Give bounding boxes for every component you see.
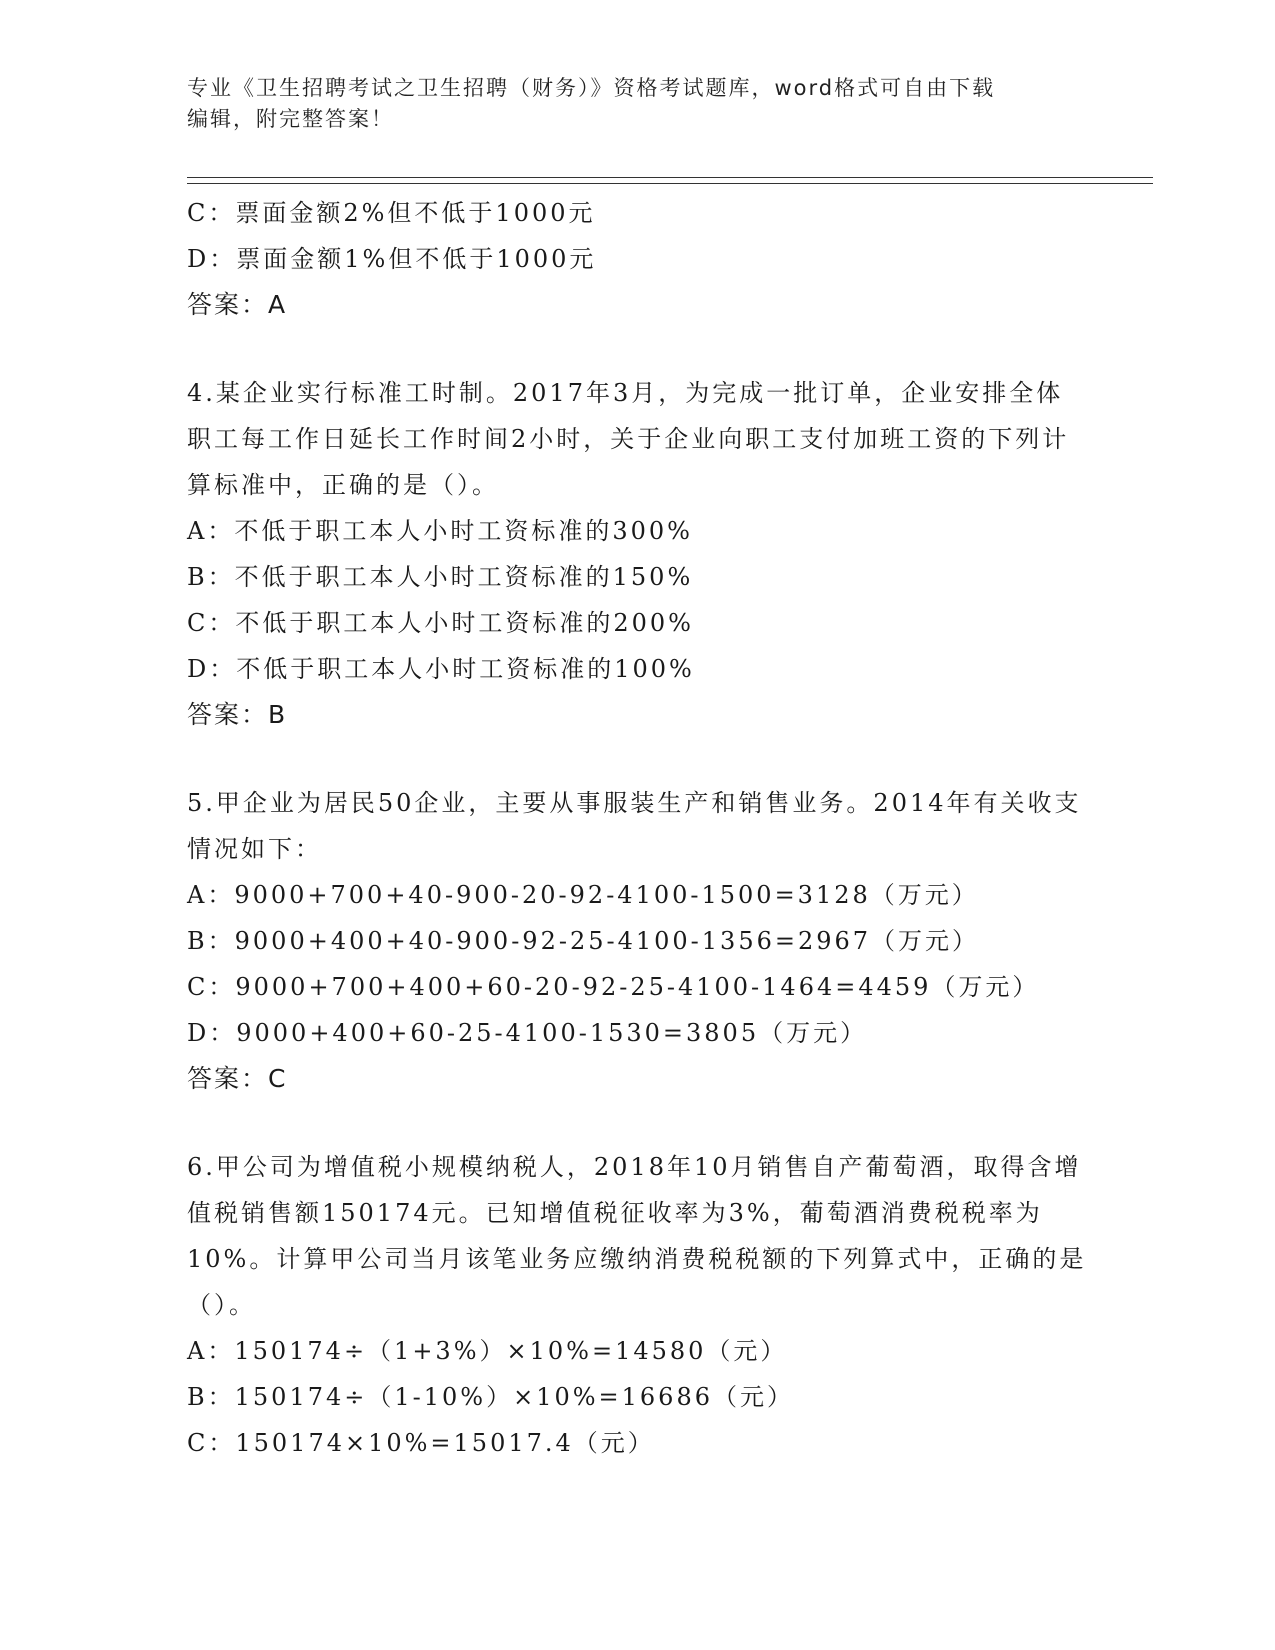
answer-label: 答案：C xyxy=(187,1064,288,1093)
header-title-line-2: 编辑，附完整答案！ xyxy=(187,107,394,131)
option-a: A：150174÷（1+3%）×10%=14580（元） xyxy=(187,1337,788,1365)
option-a: A：不低于职工本人小时工资标准的300% xyxy=(187,517,693,545)
option-a: A：9000+700+40-900-20-92-4100-1500=3128（万元） xyxy=(187,881,979,909)
option-b: B：150174÷（1-10%）×10%=16686（元） xyxy=(187,1383,794,1411)
option-d: D：票面金额1%但不低于1000元 xyxy=(187,245,597,273)
spacer xyxy=(187,1102,1087,1144)
answer-label: 答案：B xyxy=(187,700,288,729)
option-c: C：不低于职工本人小时工资标准的200% xyxy=(187,609,694,637)
question-stem: 6.甲公司为增值税小规模纳税人，2018年10月销售自产葡萄酒，取得含增值税销售额150174元。已知增值税征收率为3%，葡萄酒消费税税率为10%。计算甲公司当月该笔业务应缴纳消费税税额的下列算式中，正确的是（）。 xyxy=(187,1153,1087,1319)
document-header xyxy=(187,73,1067,135)
option-b: B：9000+400+40-900-92-25-4100-1356=2967（万元） xyxy=(187,927,980,955)
option-c: C：150174×10%=15017.4（元） xyxy=(187,1429,655,1457)
question-stem: 5.甲企业为居民50企业，主要从事服装生产和销售业务。2014年有关收支情况如下： xyxy=(187,789,1082,863)
question-6 xyxy=(187,1144,1087,1466)
question-list xyxy=(187,190,1087,1466)
header-title-line-1: 专业《卫生招聘考试之卫生招聘（财务）》资格考试题库，word格式可自由下载 xyxy=(187,76,996,100)
question-5 xyxy=(187,780,1087,1102)
answer-label: 答案：A xyxy=(187,290,288,319)
question-3 xyxy=(187,190,1087,328)
option-c: C：票面金额2%但不低于1000元 xyxy=(187,199,596,227)
spacer xyxy=(187,328,1087,370)
question-4 xyxy=(187,370,1087,738)
header-divider-bottom xyxy=(187,183,1153,184)
option-b: B：不低于职工本人小时工资标准的150% xyxy=(187,563,694,591)
option-c: C：9000+700+400+60-20-92-25-4100-1464=4459（万元） xyxy=(187,973,1040,1001)
header-divider-top xyxy=(187,177,1153,178)
option-d: D：9000+400+60-25-4100-1530=3805（万元） xyxy=(187,1019,868,1047)
question-stem: 4.某企业实行标准工时制。2017年3月，为完成一批订单，企业安排全体职工每工作日延长工作时间2小时，关于企业向职工支付加班工资的下列计算标准中，正确的是（）。 xyxy=(187,379,1070,499)
option-d: D：不低于职工本人小时工资标准的100% xyxy=(187,655,695,683)
spacer xyxy=(187,738,1087,780)
